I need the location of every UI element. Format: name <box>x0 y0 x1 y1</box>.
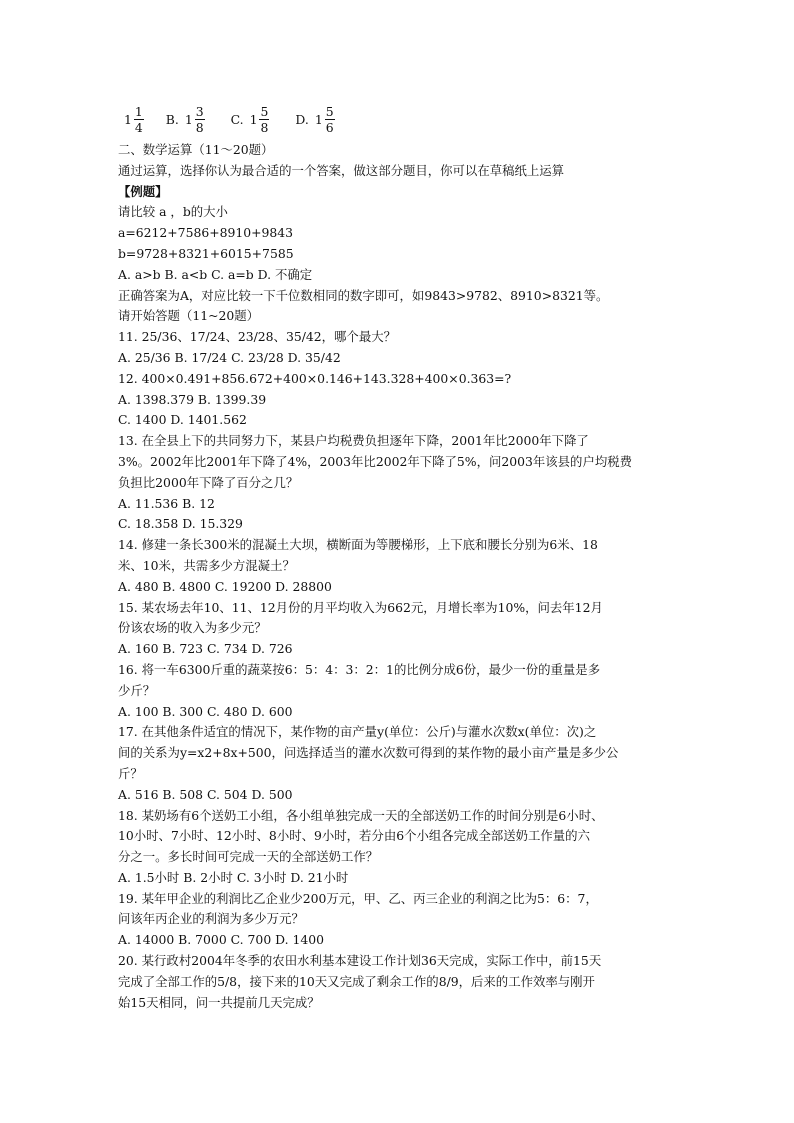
question-16-line-1: 16. 将一车6300斤重的蔬菜按6：5：4：3：2：1的比例分成6份，最少一份的重量是多 <box>118 661 601 677</box>
option-fraction <box>259 105 269 134</box>
option-fraction <box>325 105 335 134</box>
example-question: 请比较 a ，b的大小 <box>118 204 228 220</box>
question-11: 11. 25/36、17/24、23/28、35/42，哪个最大？ <box>118 329 396 345</box>
question-16-line-2: 少斤？ <box>118 682 156 698</box>
question-20-line-2: 完成了全部工作的5/8，接下来的10天又完成了剩余工作的8/9，后来的工作效率与刚开 <box>118 973 595 989</box>
fraction-denominator: 8 <box>195 119 204 135</box>
section-heading: 二、数学运算（11～20题） <box>118 142 274 157</box>
option-fraction-d <box>295 105 334 134</box>
question-14-line-2: 米、10米，共需多少方混凝土？ <box>118 557 295 573</box>
document-content <box>118 98 678 1013</box>
option-whole: 1 <box>184 111 193 127</box>
option-whole: 1 <box>249 111 258 127</box>
example-heading: 【例题】 <box>118 183 168 199</box>
start-instruction: 请开始答题（11~20题） <box>118 308 260 324</box>
example-expression-b: b=9728+8321+6015+7585 <box>118 245 294 261</box>
question-17-line-3: 斤？ <box>118 765 143 781</box>
option-fraction <box>195 105 205 134</box>
option-whole: 1 <box>124 111 132 127</box>
fraction-numerator: 5 <box>260 103 269 119</box>
question-18-line-1: 18. 某奶场有6个送奶工小组，各小组单独完成一天的全部送奶工作的时间分别是6小时、 <box>118 807 604 823</box>
question-19-line-1: 19. 某年甲企业的利润比乙企业少200万元，甲、乙、丙三企业的利润之比为5：6：7， <box>118 890 598 906</box>
option-label: C. <box>230 111 244 127</box>
question-13-options-row-1: A. 11.536 B. 12 <box>118 495 215 511</box>
question-20-line-3: 始15天相同，问一共提前几天完成？ <box>118 994 320 1010</box>
option-fraction-b <box>166 105 205 134</box>
option-label: D. <box>295 111 309 127</box>
question-19-options: A. 14000 B. 7000 C. 700 D. 1400 <box>118 932 325 948</box>
question-17-line-2: 间的关系为y=x2+8x+500，问选择适当的灌水次数可得到的某作物的最小亩产量是多少公 <box>118 745 619 761</box>
fraction-numerator: 1 <box>134 103 143 119</box>
question-13-options-row-2: C. 18.358 D. 15.329 <box>118 516 243 532</box>
option-fraction-c <box>231 105 270 134</box>
question-14-line-1: 14. 修建一条长300米的混凝土大坝，横断面为等腰梯形，上下底和腰长分别为6米、18 <box>118 537 598 553</box>
question-12: 12. 400×0.491+856.672+400×0.146+143.328+400×0.363=? <box>118 370 512 386</box>
question-12-options-row-2: C. 1400 D. 1401.562 <box>118 412 247 428</box>
question-14-options: A. 480 B. 4800 C. 19200 D. 28800 <box>118 578 332 594</box>
question-18-options: A. 1.5小时 B. 2小时 C. 3小时 D. 21小时 <box>118 869 349 885</box>
question-17-line-1: 17. 在其他条件适宜的情况下，某作物的亩产量y(单位：公斤)与灌水次数x(单位：次)之 <box>118 724 597 740</box>
question-15-line-1: 15. 某农场去年10、11、12月份的月平均收入为662元，月增长率为10%，问去年12月 <box>118 599 603 615</box>
question-11-options: A. 25/36 B. 17/24 C. 23/28 D. 35/42 <box>118 349 341 365</box>
question-16-options: A. 100 B. 300 C. 480 D. 600 <box>118 703 293 719</box>
option-fraction <box>134 105 144 134</box>
option-whole: 1 <box>314 111 323 127</box>
question-20-line-1: 20. 某行政村2004年冬季的农田水利基本建设工作计划36天完成，实际工作中，前15天 <box>118 953 602 969</box>
fraction-numerator: 5 <box>325 103 334 119</box>
question-12-options-row-1: A. 1398.379 B. 1399.39 <box>118 391 267 407</box>
fraction-denominator: 4 <box>134 119 143 135</box>
option-fraction-a <box>118 105 144 134</box>
example-answer: 正确答案为A，对应比较一下千位数相同的数字即可，如9843>9782、8910>8321等。 <box>118 287 609 303</box>
question-18-line-3: 分之一。多长时间可完成一天的全部送奶工作？ <box>118 849 379 865</box>
section-instructions: 通过运算，选择你认为最合适的一个答案，做这部分题目，你可以在草稿纸上运算 <box>118 162 565 178</box>
question-17-options: A. 516 B. 508 C. 504 D. 500 <box>118 786 293 802</box>
question-15-line-2: 份该农场的收入为多少元？ <box>118 620 267 636</box>
example-expression-a: a=6212+7586+8910+9843 <box>118 225 294 241</box>
fraction-denominator: 8 <box>260 119 269 135</box>
fraction-options-row <box>118 98 678 140</box>
fraction-numerator: 3 <box>195 103 204 119</box>
question-19-line-2: 问该年丙企业的利润为多少万元？ <box>118 911 304 927</box>
question-13-line-1: 13. 在全县上下的共同努力下，某县户均税费负担逐年下降，2001年比2000年下降了 <box>118 433 589 449</box>
fraction-denominator: 6 <box>325 119 334 135</box>
question-18-line-2: 10小时、7小时、12小时、8小时、9小时，若分由6个小组各完成全部送奶工作量的六 <box>118 828 590 844</box>
question-13-line-3: 负担比2000年下降了百分之几？ <box>118 474 299 490</box>
question-13-line-2: 3%。2002年比2001年下降了4%，2003年比2002年下降了5%，问2003年该县的户均税费 <box>118 453 633 469</box>
example-options: A. a>b B. a<b C. a=b D. 不确定 <box>118 266 313 282</box>
question-15-options: A. 160 B. 723 C. 734 D. 726 <box>118 641 293 657</box>
option-label: B. <box>165 111 179 127</box>
